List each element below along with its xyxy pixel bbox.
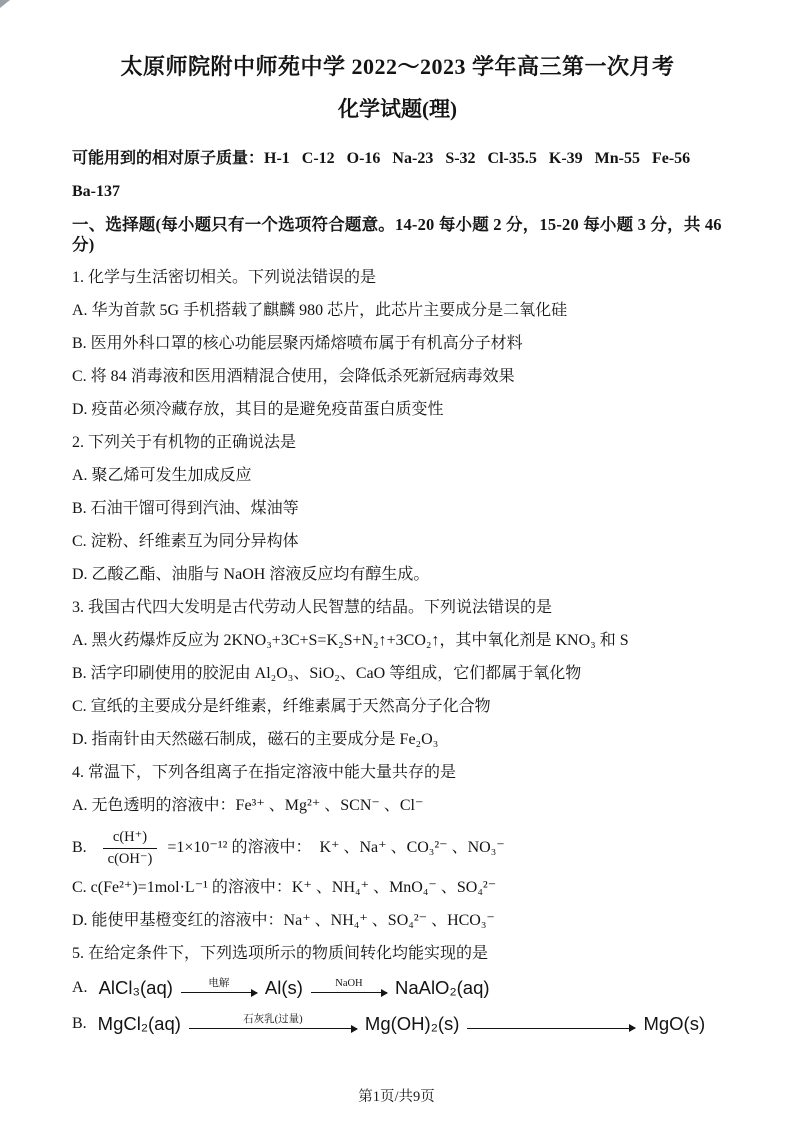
- q3-option-a: A. 黑火药爆炸反应为 2KNO₃+3C+S=K₂S+N₂↑+3CO₂↑，其中氧化剂是 KNO₃ 和 S: [72, 632, 629, 649]
- q5-stem: 5. 在给定条件下，下列选项所示的物质间转化均能实现的是: [72, 945, 489, 963]
- q5b-reactant: MgCl₂(aq): [97, 1013, 181, 1035]
- q1-option-c: C. 将 84 消毒液和医用酒精混合使用，会降低杀死新冠病毒效果: [72, 368, 515, 385]
- scan-corner-artifact: [0, 0, 10, 8]
- q5b-intermediate: Mg(OH)₂(s): [364, 1013, 460, 1035]
- q5-option-b: [72, 1013, 723, 1035]
- atomic-masses-line2: Ba-137: [72, 183, 120, 200]
- reaction-arrow-2: [311, 979, 387, 993]
- reaction-condition: 石灰乳(过量): [243, 1014, 303, 1026]
- q3-option-c: C. 宣纸的主要成分是纤维素，纤维素属于天然高分子化合物: [72, 698, 491, 715]
- q1-option-a: A. 华为首款 5G 手机搭载了麒麟 980 芯片，此芯片主要成分是二氧化硅: [72, 302, 568, 319]
- q3-stem: 3. 我国古代四大发明是古代劳动人民智慧的结晶。下列说法错误的是: [72, 599, 553, 616]
- arrow-shaft: [181, 992, 257, 994]
- q2-stem: 2. 下列关于有机物的正确说法是: [72, 434, 297, 451]
- page-title: 太原师院附中师苑中学 2022～2023 学年高三第一次月考: [120, 54, 675, 79]
- arrow-shaft: [311, 992, 387, 994]
- q4-option-a: A. 无色透明的溶液中：Fe³⁺ 、Mg²⁺ 、SCN⁻ 、Cl⁻: [72, 797, 424, 814]
- fraction-numerator: c(H⁺): [112, 829, 148, 845]
- q3-option-b: B. 活字印刷使用的胶泥由 Al₂O₃、SiO₂、CaO 等组成，它们都属于氧化物: [72, 665, 582, 682]
- q4-option-b-label: B.: [72, 839, 87, 857]
- page-subtitle: 化学试题(理): [338, 97, 457, 121]
- q4-stem: 4. 常温下，下列各组离子在指定溶液中能大量共存的是: [72, 764, 457, 781]
- arrow-shaft: [189, 1028, 357, 1030]
- q5-option-b-label: B.: [72, 1015, 87, 1033]
- section-header: 一、选择题(每小题只有一个选项符合题意。14-20 每小题 2 分，15-20 每小题 3 分，共 46 分): [72, 215, 727, 254]
- fraction-denominator: c(OH⁻): [103, 848, 158, 868]
- q2-option-d: D. 乙酸乙酯、油脂与 NaOH 溶液反应均有醇生成。: [72, 566, 430, 583]
- q4-option-d: D. 能使甲基橙变红的溶液中：Na⁺ 、NH₄⁺ 、SO₄²⁻ 、HCO₃⁻: [72, 912, 495, 930]
- q5-option-a-label: A.: [72, 979, 88, 997]
- q5a-intermediate: Al(s): [264, 977, 303, 999]
- atomic-masses-line1: 可能用到的相对原子质量：H-1 C-12 O-16 Na-23 S-32 Cl-35.5 K-39 Mn-55 Fe-56: [72, 150, 691, 167]
- reaction-condition: NaOH: [335, 978, 363, 990]
- q1-stem: 1. 化学与生活密切相关。下列说法错误的是: [72, 269, 377, 286]
- q2-option-a: A. 聚乙烯可发生加成反应: [72, 467, 252, 484]
- reaction-arrow-1: [181, 979, 257, 993]
- q1-option-d: D. 疫苗必须冷藏存放，其目的是避免疫苗蛋白质变性: [72, 401, 444, 418]
- q2-option-c: C. 淀粉、纤维素互为同分异构体: [72, 533, 299, 550]
- q4-option-c: C. c(Fe²⁺)=1mol·L⁻¹ 的溶液中：K⁺ 、NH₄⁺ 、MnO₄⁻ 、SO₄²⁻: [72, 879, 497, 897]
- arrow-shaft: [467, 1028, 635, 1030]
- q5a-reactant: AlCl₃(aq): [98, 977, 173, 999]
- q5b-product: MgO(s): [643, 1013, 706, 1035]
- page-footer: 第1页/共9页: [358, 1089, 435, 1105]
- reaction-arrow-1: [189, 1015, 357, 1029]
- concentration-ratio-fraction: [103, 829, 158, 867]
- q4-option-b: [72, 829, 723, 867]
- reaction-condition: 电解: [208, 978, 230, 990]
- q1-option-b: B. 医用外科口罩的核心功能层聚丙烯熔喷布属于有机高分子材料: [72, 335, 523, 352]
- q5-option-a: [72, 977, 723, 999]
- reaction-arrow-2: [467, 1016, 635, 1030]
- q5a-product: NaAlO₂(aq): [394, 977, 490, 999]
- q2-option-b: B. 石油干馏可得到汽油、煤油等: [72, 500, 299, 517]
- q4-option-b-text: =1×10⁻¹² 的溶液中： K⁺ 、Na⁺ 、CO₃²⁻ 、NO₃⁻: [167, 839, 505, 857]
- q3-option-d: D. 指南针由天然磁石制成，磁石的主要成分是 Fe₂O₃: [72, 731, 439, 748]
